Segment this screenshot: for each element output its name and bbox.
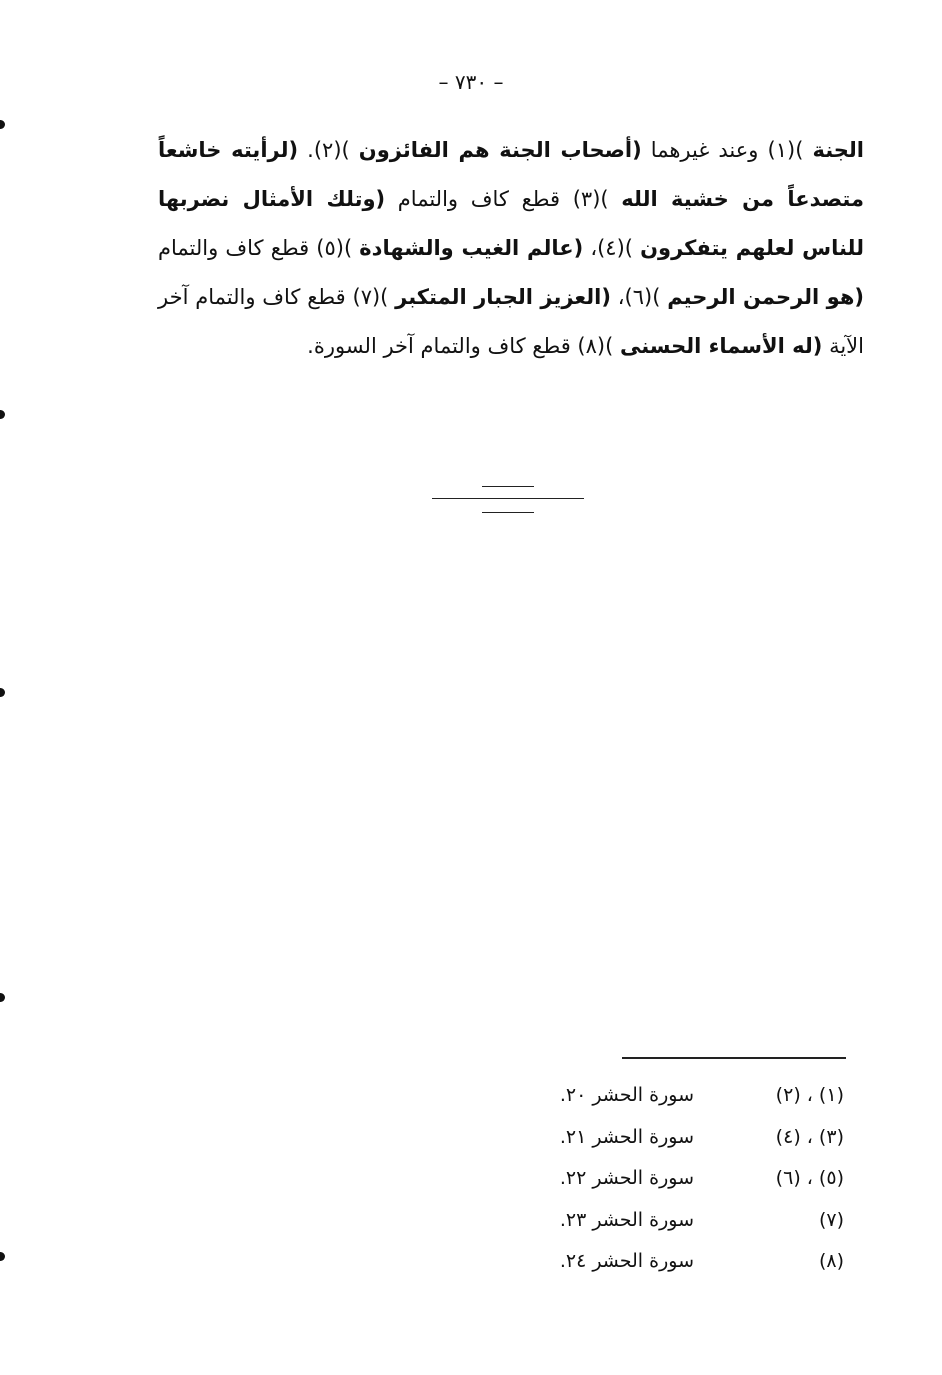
body-paragraph <box>158 126 864 371</box>
footnote-source: سورة الحشر ٢٤. <box>559 1250 694 1272</box>
commentary-text: )(٣) قطع كاف والتمام <box>385 187 622 211</box>
quran-quote: (العزيز الجبار المتكبر <box>395 285 611 309</box>
scan-mark <box>0 993 5 1002</box>
section-divider-top <box>482 486 534 487</box>
footnote-refs: (٨) <box>818 1250 844 1272</box>
footnote-item <box>520 1159 844 1201</box>
scan-mark <box>0 120 5 129</box>
footnote-source: سورة الحشر ٢٢. <box>559 1167 694 1189</box>
footnote-source: سورة الحشر ٢٣. <box>559 1208 694 1231</box>
quran-quote: الجنة <box>812 138 864 162</box>
footnote-rule <box>622 1057 846 1059</box>
scan-mark <box>0 410 5 419</box>
page-number: – ٧٣٠ – <box>438 70 504 94</box>
scan-mark <box>0 1252 5 1261</box>
quran-quote: (هو الرحمن الرحيم <box>667 285 865 309</box>
footnote-refs: (٥) ، (٦) <box>775 1167 844 1189</box>
footnotes-list <box>520 1076 844 1284</box>
footnote-item <box>520 1201 844 1243</box>
section-divider-bottom <box>482 512 534 513</box>
footnote-item <box>520 1242 844 1284</box>
footnote-source: سورة الحشر ٢٠. <box>559 1084 694 1106</box>
quran-quote: (أصحاب الجنة هم الفائزون <box>358 138 642 162</box>
commentary-text: )(٨) قطع كاف والتمام آخر السورة. <box>307 334 620 358</box>
footnote-refs: (١) ، (٢) <box>775 1084 844 1106</box>
commentary-text: )(٦)، <box>610 285 668 309</box>
quran-quote: (عالم الغيب والشهادة <box>359 236 584 260</box>
quran-quote: (له الأسماء الحسنى <box>619 334 823 358</box>
footnote-refs: (٧) <box>818 1208 844 1231</box>
commentary-text: )(٢). <box>298 138 359 162</box>
footnote-item <box>520 1076 844 1118</box>
section-divider-middle <box>432 498 584 499</box>
footnote-source: سورة الحشر ٢١. <box>559 1125 694 1148</box>
commentary-text: )(٧) قطع كاف والتمام آخر الآية <box>158 285 864 358</box>
scan-mark <box>0 688 5 697</box>
commentary-text: )(٤)، <box>583 236 641 260</box>
commentary-text: )(٥) قطع كاف والتمام <box>158 236 360 260</box>
footnote-item <box>520 1118 844 1160</box>
quran-quote: (وتلك الأمثال نضربها للناس لعلهم يتفكرون <box>158 187 865 260</box>
commentary-text: )(١) وعند غيرهما <box>641 138 813 162</box>
quran-quote: (لرأيته خاشعاً متصدعاً من خشية الله <box>158 138 864 211</box>
footnote-refs: (٣) ، (٤) <box>775 1125 844 1148</box>
